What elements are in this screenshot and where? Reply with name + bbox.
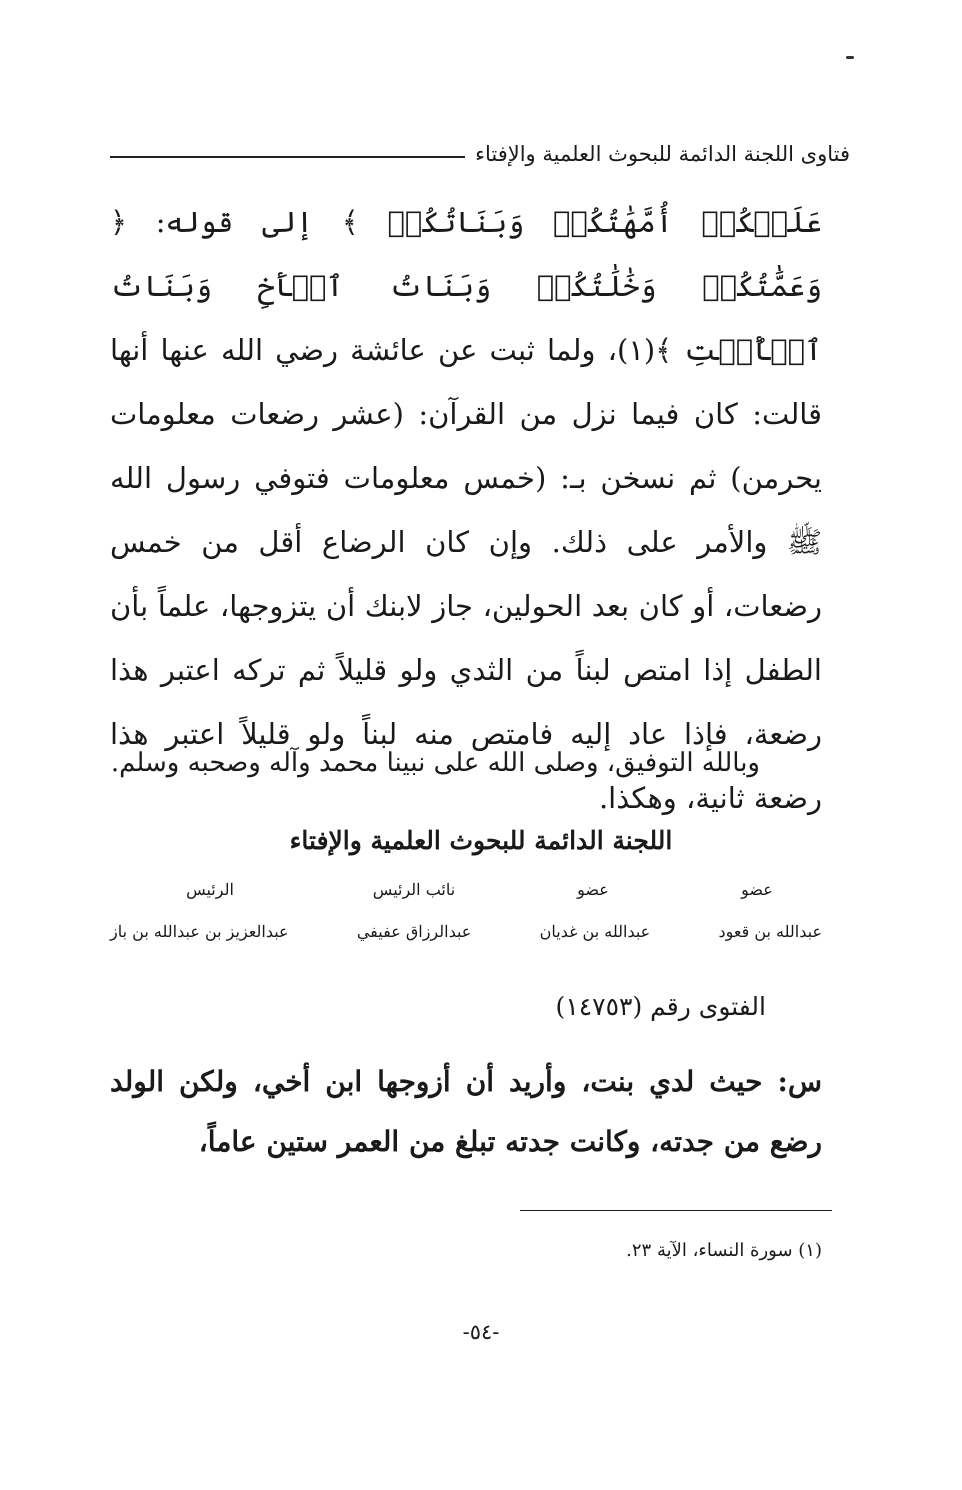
signatory-name: عبدالله بن غديان xyxy=(539,922,651,941)
question-paragraph: س: حيث لدي بنت، وأريد أن أزوجها ابن أخي، ولكن الولد رضع من جدته، وكانت جدته تبلغ من العمر ستين عاماً، xyxy=(110,1065,822,1158)
running-header-title: فتاوى اللجنة الدائمة للبحوث العلمية والإفتاء xyxy=(475,142,850,166)
signatory-role: عضو xyxy=(577,880,609,899)
footnote-rule xyxy=(520,1210,832,1211)
committee-title: اللجنة الدائمة للبحوث العلمية والإفتاء xyxy=(289,826,673,855)
ink-speck xyxy=(846,56,854,59)
signatory-name: عبدالعزيز بن عبدالله بن باز xyxy=(110,922,289,941)
body-paragraph: عَلَيۡكُمۡ أُمَّهَٰتُكُمۡ وَبَنَاتُكُمۡ ﴾ إلى قوله: ﴿ وَعَمَّٰتُكُمۡ وَخَٰلَٰتُكُمۡ وَبَنَاتُ ٱلۡأَخِ وَبَنَاتُ ٱلۡأُخۡتِ ﴾(١)، ولما ثبت عن عائشة رضي الله عنها أنها قالت: كان فيما نزل من القرآن: (عشر رضعات معلومات يحرمن) ثم نسخن بـ: (خمس معلومات فتوفي رسول الله ﷺ والأمر على ذلك. وإن كان الرضاع أقل من خمس رضعات، أو كان بعد الحولين، جاز لابنك أن يتزوجها، علماً بأن الطفل إذا امتص لبناً من الثدي ولو قليلاً ثم تركه اعتبر هذا رضعة، فإذا عاد إليه فامتص منه لبناً ولو قليلاً اعتبر هذا رضعة ثانية، وهكذا. xyxy=(110,205,822,815)
question-text xyxy=(110,1052,822,1172)
signatory-names xyxy=(110,922,822,941)
page-number: -٥٤- xyxy=(462,1320,500,1344)
signatory-name: عبدالرزاق عفيفي xyxy=(356,922,472,941)
signatory-name: عبدالله بن قعود xyxy=(718,922,822,941)
body-text xyxy=(110,190,822,830)
signatory-role: الرئيس xyxy=(186,880,234,899)
fatwa-number: الفتوى رقم (١٤٧٥٣) xyxy=(555,992,766,1021)
footnote: (١) سورة النساء، الآية ٢٣. xyxy=(626,1240,822,1261)
signatory-roles xyxy=(110,880,822,899)
running-header xyxy=(110,136,850,172)
signatory-role: عضو xyxy=(741,880,773,899)
signatory-role: نائب الرئيس xyxy=(372,880,456,899)
closing-line: وبالله التوفيق، وصلى الله على نبينا محمد وآله وصحبه وسلم. xyxy=(110,748,760,778)
header-rule xyxy=(110,156,465,158)
